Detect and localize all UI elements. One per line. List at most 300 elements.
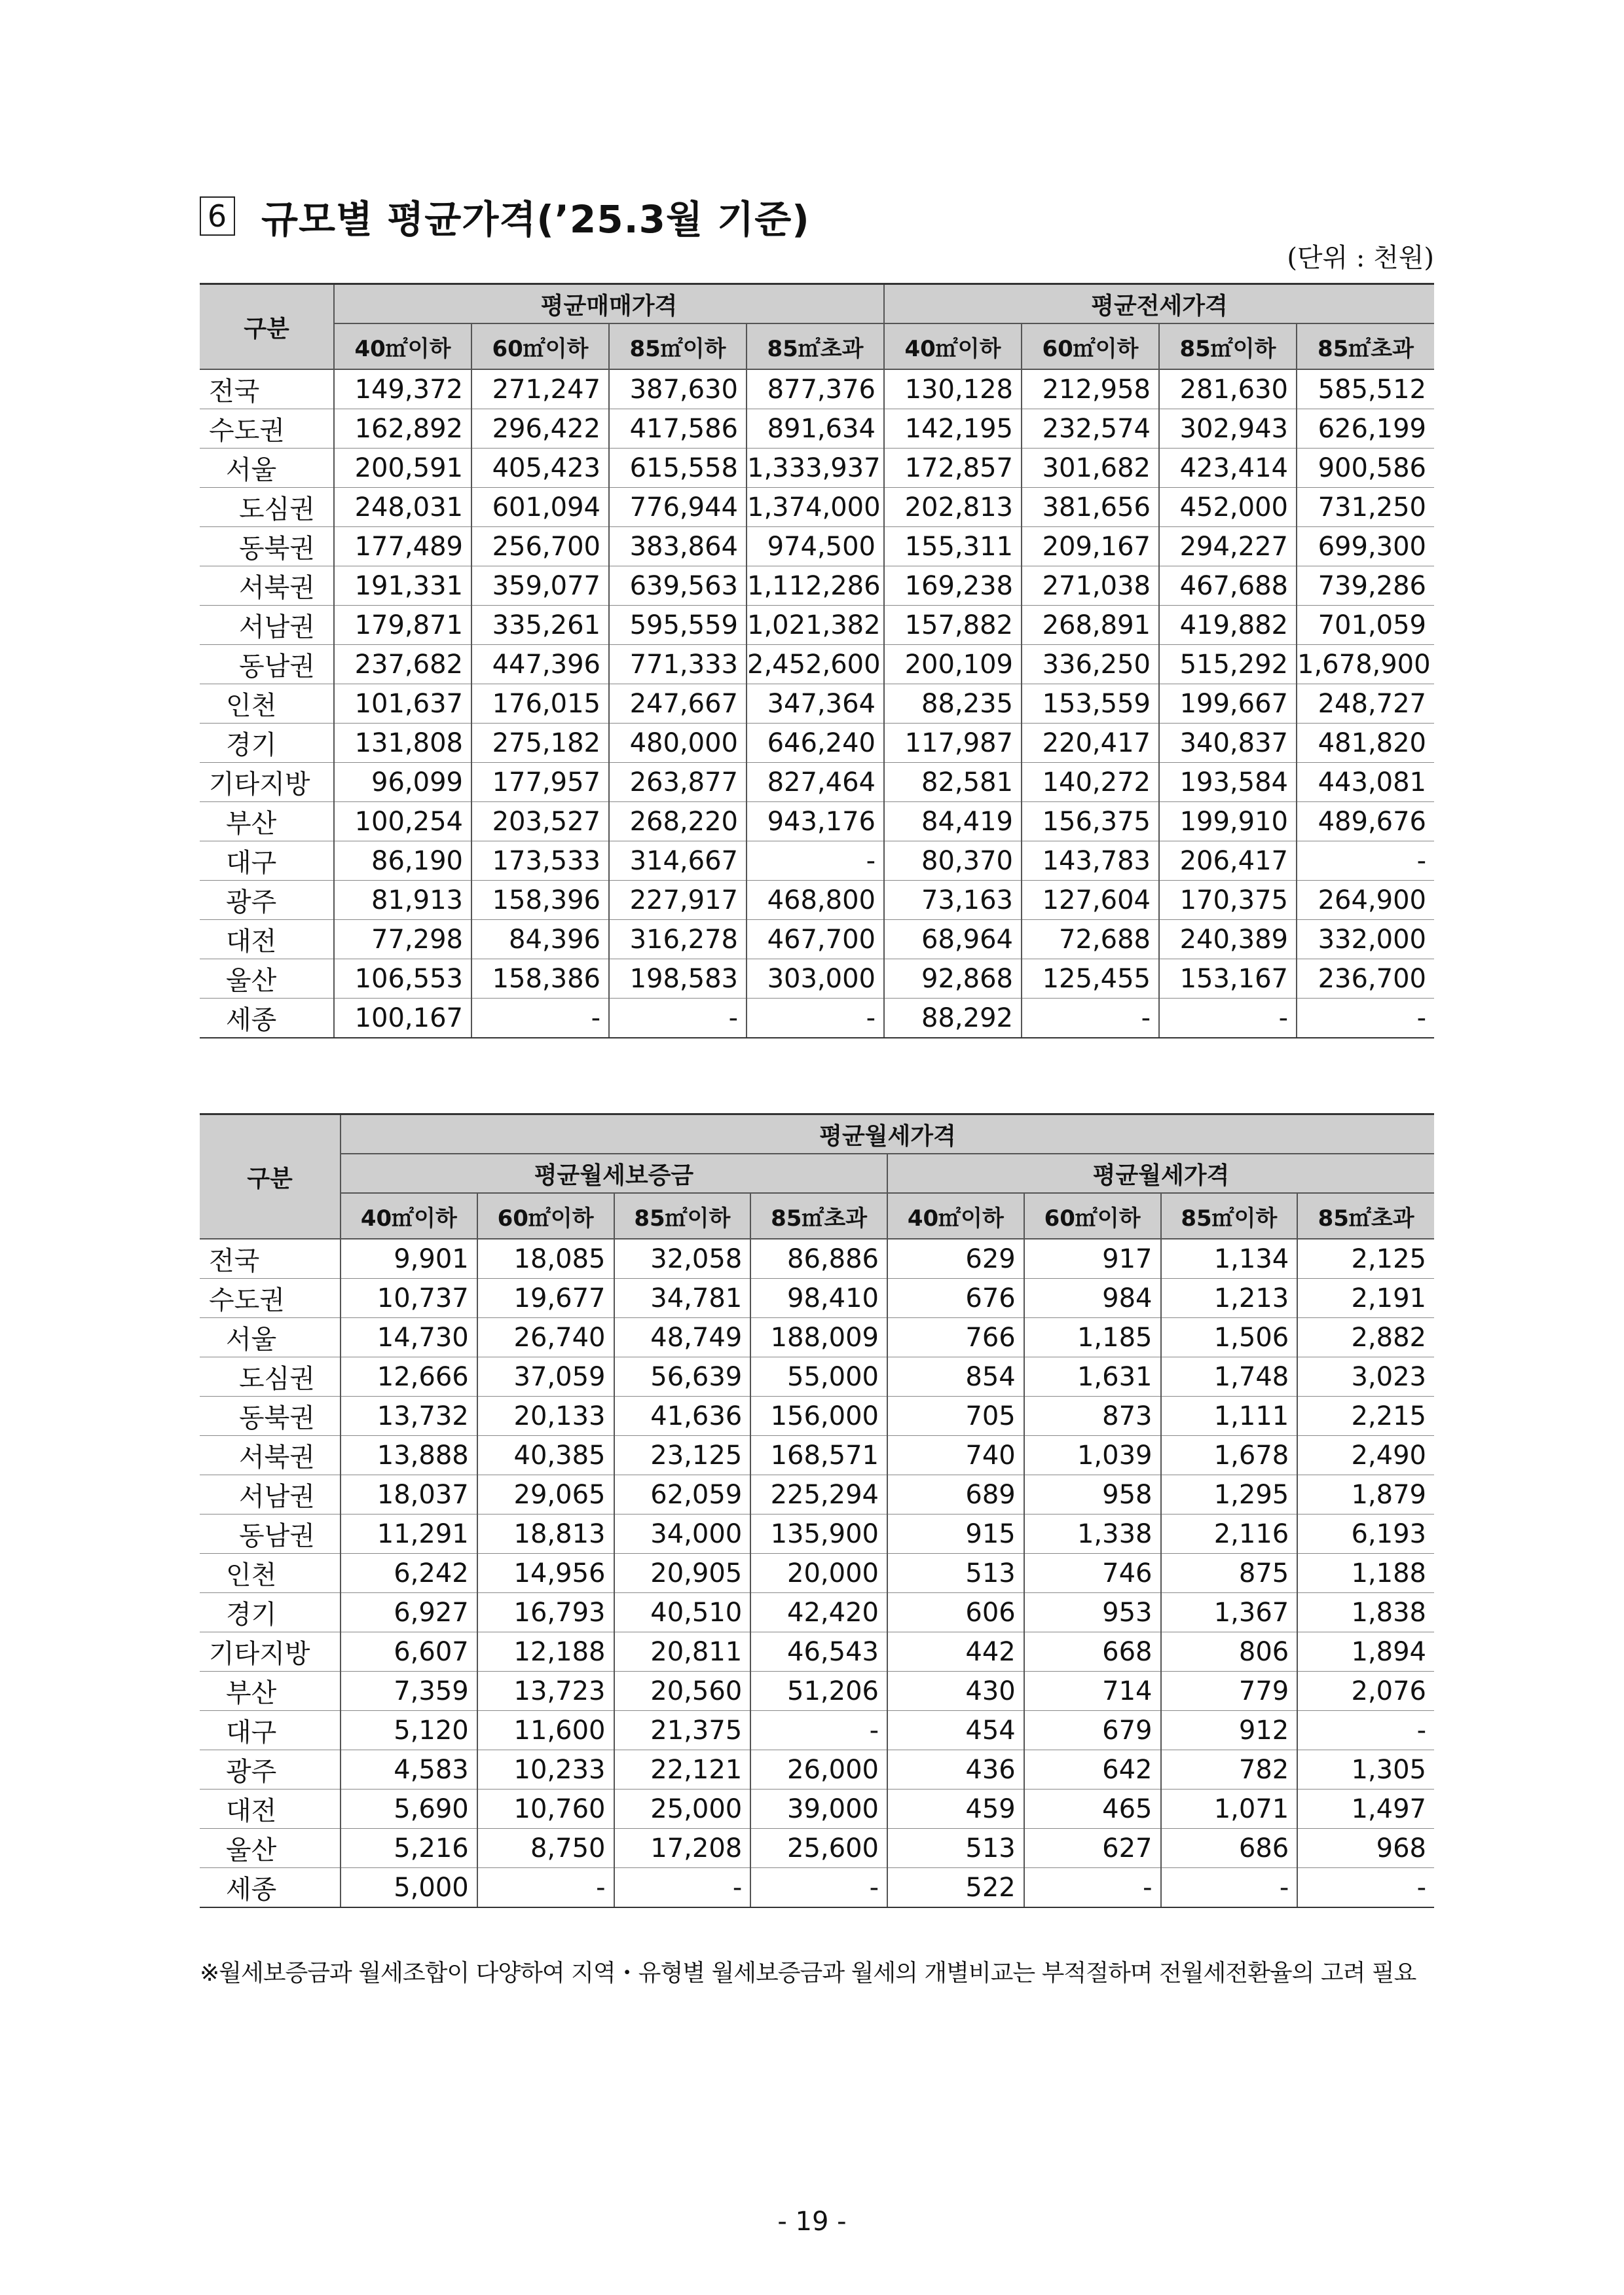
value-cell: 10,760 bbox=[477, 1790, 614, 1829]
value-cell: 92,868 bbox=[884, 959, 1022, 999]
value-cell: 13,732 bbox=[341, 1397, 477, 1436]
value-cell: 20,905 bbox=[614, 1554, 751, 1593]
value-cell: 430 bbox=[887, 1672, 1024, 1711]
value-cell: 20,000 bbox=[750, 1554, 887, 1593]
value-cell: 5,120 bbox=[341, 1711, 477, 1750]
value-cell: 135,900 bbox=[750, 1515, 887, 1554]
region-label: 울산 bbox=[200, 959, 334, 999]
table-row bbox=[200, 724, 1434, 763]
sale-jeonse-price-table bbox=[200, 283, 1434, 1038]
value-cell: 1,071 bbox=[1161, 1790, 1298, 1829]
value-cell: 149,372 bbox=[334, 369, 471, 409]
value-cell: 25,000 bbox=[614, 1790, 751, 1829]
region-label: 세종 bbox=[200, 1868, 341, 1908]
value-cell: 232,574 bbox=[1022, 409, 1159, 449]
region-label: 인천 bbox=[200, 1554, 341, 1593]
value-cell: 294,227 bbox=[1159, 527, 1297, 566]
unit-note: (단위 : 천원) bbox=[1287, 243, 1434, 273]
value-cell: 62,059 bbox=[614, 1475, 751, 1515]
value-cell: 48,749 bbox=[614, 1318, 751, 1357]
group-header-deposit: 평균월세보증금 bbox=[341, 1154, 887, 1193]
value-cell: - bbox=[1022, 999, 1159, 1038]
value-cell: 915 bbox=[887, 1515, 1024, 1554]
value-cell: 467,688 bbox=[1159, 566, 1297, 606]
value-cell: 236,700 bbox=[1297, 959, 1434, 999]
value-cell: 5,690 bbox=[341, 1790, 477, 1829]
value-cell: - bbox=[1297, 999, 1434, 1038]
value-cell: 14,730 bbox=[341, 1318, 477, 1357]
table-row bbox=[200, 1632, 1434, 1672]
value-cell: 271,038 bbox=[1022, 566, 1159, 606]
value-cell: 77,298 bbox=[334, 920, 471, 959]
value-cell: 1,374,000 bbox=[747, 488, 884, 527]
value-cell: 459 bbox=[887, 1790, 1024, 1829]
value-cell: 383,864 bbox=[609, 527, 747, 566]
value-cell: 34,781 bbox=[614, 1279, 751, 1318]
size-header: 60㎡이하 bbox=[1024, 1193, 1161, 1239]
value-cell: 199,910 bbox=[1159, 802, 1297, 841]
value-cell: 1,021,382 bbox=[747, 606, 884, 645]
value-cell: 417,586 bbox=[609, 409, 747, 449]
region-label: 서남권 bbox=[200, 1475, 341, 1515]
value-cell: 776,944 bbox=[609, 488, 747, 527]
table-row bbox=[200, 802, 1434, 841]
region-label: 대전 bbox=[200, 1790, 341, 1829]
value-cell: 84,396 bbox=[471, 920, 609, 959]
value-cell: 1,305 bbox=[1297, 1750, 1434, 1790]
value-cell: - bbox=[1297, 1868, 1434, 1908]
value-cell: 2,076 bbox=[1297, 1672, 1434, 1711]
value-cell: 731,250 bbox=[1297, 488, 1434, 527]
value-cell: 42,420 bbox=[750, 1593, 887, 1632]
value-cell: 142,195 bbox=[884, 409, 1022, 449]
value-cell: 73,163 bbox=[884, 881, 1022, 920]
value-cell: 515,292 bbox=[1159, 645, 1297, 684]
value-cell: 3,023 bbox=[1297, 1357, 1434, 1397]
value-cell: 80,370 bbox=[884, 841, 1022, 881]
table-row bbox=[200, 527, 1434, 566]
value-cell: 5,216 bbox=[341, 1829, 477, 1868]
table-row bbox=[200, 369, 1434, 409]
value-cell: 5,000 bbox=[341, 1868, 477, 1908]
region-label: 기타지방 bbox=[200, 1632, 341, 1672]
table-row bbox=[200, 1397, 1434, 1436]
table-row bbox=[200, 1554, 1434, 1593]
value-cell: 1,631 bbox=[1024, 1357, 1161, 1397]
region-label: 부산 bbox=[200, 802, 334, 841]
value-cell: 177,489 bbox=[334, 527, 471, 566]
region-label: 수도권 bbox=[200, 409, 334, 449]
value-cell: 237,682 bbox=[334, 645, 471, 684]
value-cell: 447,396 bbox=[471, 645, 609, 684]
value-cell: 37,059 bbox=[477, 1357, 614, 1397]
value-cell: 443,081 bbox=[1297, 763, 1434, 802]
value-cell: 153,167 bbox=[1159, 959, 1297, 999]
value-cell: 873 bbox=[1024, 1397, 1161, 1436]
value-cell: 585,512 bbox=[1297, 369, 1434, 409]
value-cell: 26,000 bbox=[750, 1750, 887, 1790]
value-cell: 854 bbox=[887, 1357, 1024, 1397]
table-row bbox=[200, 1318, 1434, 1357]
region-label: 동남권 bbox=[200, 645, 334, 684]
value-cell: 332,000 bbox=[1297, 920, 1434, 959]
region-label: 인천 bbox=[200, 684, 334, 724]
value-cell: 771,333 bbox=[609, 645, 747, 684]
value-cell: 481,820 bbox=[1297, 724, 1434, 763]
value-cell: 686 bbox=[1161, 1829, 1298, 1868]
value-cell: - bbox=[614, 1868, 751, 1908]
value-cell: 26,740 bbox=[477, 1318, 614, 1357]
value-cell: 296,422 bbox=[471, 409, 609, 449]
value-cell: 82,581 bbox=[884, 763, 1022, 802]
value-cell: 595,559 bbox=[609, 606, 747, 645]
value-cell: 875 bbox=[1161, 1554, 1298, 1593]
value-cell: 281,630 bbox=[1159, 369, 1297, 409]
value-cell: 117,987 bbox=[884, 724, 1022, 763]
value-cell: 1,894 bbox=[1297, 1632, 1434, 1672]
value-cell: 689 bbox=[887, 1475, 1024, 1515]
stub-header: 구분 bbox=[200, 1114, 341, 1239]
value-cell: 974,500 bbox=[747, 527, 884, 566]
size-header: 85㎡초과 bbox=[750, 1193, 887, 1239]
table-row bbox=[200, 606, 1434, 645]
value-cell: 271,247 bbox=[471, 369, 609, 409]
value-cell: 81,913 bbox=[334, 881, 471, 920]
value-cell: 18,085 bbox=[477, 1239, 614, 1279]
value-cell: 256,700 bbox=[471, 527, 609, 566]
value-cell: 268,220 bbox=[609, 802, 747, 841]
value-cell: 200,591 bbox=[334, 449, 471, 488]
value-cell: 247,667 bbox=[609, 684, 747, 724]
value-cell: 480,000 bbox=[609, 724, 747, 763]
value-cell: 1,185 bbox=[1024, 1318, 1161, 1357]
value-cell: 18,813 bbox=[477, 1515, 614, 1554]
value-cell: 1,213 bbox=[1161, 1279, 1298, 1318]
size-header: 40㎡이하 bbox=[334, 323, 471, 369]
value-cell: 627 bbox=[1024, 1829, 1161, 1868]
value-cell: 452,000 bbox=[1159, 488, 1297, 527]
value-cell: 29,065 bbox=[477, 1475, 614, 1515]
value-cell: 199,667 bbox=[1159, 684, 1297, 724]
value-cell: 23,125 bbox=[614, 1436, 751, 1475]
region-label: 광주 bbox=[200, 881, 334, 920]
region-label: 대구 bbox=[200, 841, 334, 881]
value-cell: 359,077 bbox=[471, 566, 609, 606]
region-label: 서북권 bbox=[200, 1436, 341, 1475]
value-cell: 2,191 bbox=[1297, 1279, 1434, 1318]
value-cell: - bbox=[477, 1868, 614, 1908]
value-cell: 387,630 bbox=[609, 369, 747, 409]
value-cell: 88,292 bbox=[884, 999, 1022, 1038]
table-row bbox=[200, 1750, 1434, 1790]
value-cell: 405,423 bbox=[471, 449, 609, 488]
table-row bbox=[200, 881, 1434, 920]
value-cell: 746 bbox=[1024, 1554, 1161, 1593]
size-header: 40㎡이하 bbox=[884, 323, 1022, 369]
value-cell: 41,636 bbox=[614, 1397, 751, 1436]
region-label: 세종 bbox=[200, 999, 334, 1038]
value-cell: 806 bbox=[1161, 1632, 1298, 1672]
top-header-monthly-rent: 평균월세가격 bbox=[341, 1114, 1434, 1154]
table-row bbox=[200, 684, 1434, 724]
region-label: 대전 bbox=[200, 920, 334, 959]
region-label: 도심권 bbox=[200, 488, 334, 527]
value-cell: 739,286 bbox=[1297, 566, 1434, 606]
value-cell: 227,917 bbox=[609, 881, 747, 920]
value-cell: 1,497 bbox=[1297, 1790, 1434, 1829]
table-row bbox=[200, 1593, 1434, 1632]
value-cell: - bbox=[750, 1868, 887, 1908]
value-cell: 248,031 bbox=[334, 488, 471, 527]
region-label: 기타지방 bbox=[200, 763, 334, 802]
table-row bbox=[200, 645, 1434, 684]
value-cell: - bbox=[609, 999, 747, 1038]
table-row bbox=[200, 1829, 1434, 1868]
value-cell: 72,688 bbox=[1022, 920, 1159, 959]
page-number: - 19 - bbox=[777, 2207, 847, 2237]
region-label: 서남권 bbox=[200, 606, 334, 645]
section-title: 규모별 평균가격(’25.3월 기준) bbox=[261, 197, 810, 242]
region-label: 서북권 bbox=[200, 566, 334, 606]
table-row bbox=[200, 959, 1434, 999]
table-row bbox=[200, 841, 1434, 881]
value-cell: 12,188 bbox=[477, 1632, 614, 1672]
value-cell: 34,000 bbox=[614, 1515, 751, 1554]
value-cell: 68,964 bbox=[884, 920, 1022, 959]
value-cell: 86,190 bbox=[334, 841, 471, 881]
value-cell: 13,723 bbox=[477, 1672, 614, 1711]
value-cell: 6,193 bbox=[1297, 1515, 1434, 1554]
value-cell: 206,417 bbox=[1159, 841, 1297, 881]
table-row bbox=[200, 1868, 1434, 1908]
value-cell: 699,300 bbox=[1297, 527, 1434, 566]
value-cell: 1,506 bbox=[1161, 1318, 1298, 1357]
table-row bbox=[200, 566, 1434, 606]
value-cell: - bbox=[747, 841, 884, 881]
value-cell: 629 bbox=[887, 1239, 1024, 1279]
value-cell: - bbox=[750, 1711, 887, 1750]
table-row bbox=[200, 1436, 1434, 1475]
size-header: 85㎡이하 bbox=[609, 323, 747, 369]
size-header: 60㎡이하 bbox=[1022, 323, 1159, 369]
value-cell: 1,748 bbox=[1161, 1357, 1298, 1397]
region-label: 서울 bbox=[200, 449, 334, 488]
value-cell: - bbox=[1159, 999, 1297, 1038]
value-cell: 779 bbox=[1161, 1672, 1298, 1711]
value-cell: 601,094 bbox=[471, 488, 609, 527]
value-cell: 381,656 bbox=[1022, 488, 1159, 527]
value-cell: 240,389 bbox=[1159, 920, 1297, 959]
value-cell: 1,879 bbox=[1297, 1475, 1434, 1515]
region-label: 전국 bbox=[200, 369, 334, 409]
table-row bbox=[200, 999, 1434, 1038]
value-cell: 782 bbox=[1161, 1750, 1298, 1790]
region-label: 동북권 bbox=[200, 1397, 341, 1436]
value-cell: 100,167 bbox=[334, 999, 471, 1038]
value-cell: 25,600 bbox=[750, 1829, 887, 1868]
region-label: 대구 bbox=[200, 1711, 341, 1750]
value-cell: 40,385 bbox=[477, 1436, 614, 1475]
value-cell: 912 bbox=[1161, 1711, 1298, 1750]
value-cell: 191,331 bbox=[334, 566, 471, 606]
value-cell: 51,206 bbox=[750, 1672, 887, 1711]
value-cell: 958 bbox=[1024, 1475, 1161, 1515]
value-cell: 454 bbox=[887, 1711, 1024, 1750]
value-cell: 827,464 bbox=[747, 763, 884, 802]
value-cell: 442 bbox=[887, 1632, 1024, 1672]
value-cell: 12,666 bbox=[341, 1357, 477, 1397]
value-cell: 86,886 bbox=[750, 1239, 887, 1279]
value-cell: 423,414 bbox=[1159, 449, 1297, 488]
value-cell: 436 bbox=[887, 1750, 1024, 1790]
value-cell: - bbox=[747, 999, 884, 1038]
table-row bbox=[200, 1515, 1434, 1554]
monthly-rent-price-table bbox=[200, 1113, 1434, 1908]
value-cell: 303,000 bbox=[747, 959, 884, 999]
value-cell: 314,667 bbox=[609, 841, 747, 881]
value-cell: 766 bbox=[887, 1318, 1024, 1357]
value-cell: 4,583 bbox=[341, 1750, 477, 1790]
value-cell: 639,563 bbox=[609, 566, 747, 606]
region-label: 전국 bbox=[200, 1239, 341, 1279]
value-cell: 248,727 bbox=[1297, 684, 1434, 724]
value-cell: 225,294 bbox=[750, 1475, 887, 1515]
value-cell: 170,375 bbox=[1159, 881, 1297, 920]
size-header: 85㎡이하 bbox=[614, 1193, 751, 1239]
table-row bbox=[200, 1239, 1434, 1279]
value-cell: - bbox=[1024, 1868, 1161, 1908]
value-cell: 140,272 bbox=[1022, 763, 1159, 802]
value-cell: 22,121 bbox=[614, 1750, 751, 1790]
value-cell: 2,882 bbox=[1297, 1318, 1434, 1357]
table-row bbox=[200, 449, 1434, 488]
table-row bbox=[200, 920, 1434, 959]
value-cell: 168,571 bbox=[750, 1436, 887, 1475]
value-cell: 522 bbox=[887, 1868, 1024, 1908]
value-cell: 489,676 bbox=[1297, 802, 1434, 841]
value-cell: 179,871 bbox=[334, 606, 471, 645]
value-cell: 1,338 bbox=[1024, 1515, 1161, 1554]
value-cell: 943,176 bbox=[747, 802, 884, 841]
table-row bbox=[200, 1790, 1434, 1829]
value-cell: 1,111 bbox=[1161, 1397, 1298, 1436]
value-cell: 465 bbox=[1024, 1790, 1161, 1829]
value-cell: 714 bbox=[1024, 1672, 1161, 1711]
value-cell: 705 bbox=[887, 1397, 1024, 1436]
value-cell: 220,417 bbox=[1022, 724, 1159, 763]
value-cell: 900,586 bbox=[1297, 449, 1434, 488]
value-cell: 202,813 bbox=[884, 488, 1022, 527]
value-cell: 172,857 bbox=[884, 449, 1022, 488]
table-row bbox=[200, 1475, 1434, 1515]
value-cell: 679 bbox=[1024, 1711, 1161, 1750]
value-cell: 467,700 bbox=[747, 920, 884, 959]
table-row bbox=[200, 1357, 1434, 1397]
value-cell: 10,737 bbox=[341, 1279, 477, 1318]
value-cell: 917 bbox=[1024, 1239, 1161, 1279]
value-cell: 2,215 bbox=[1297, 1397, 1434, 1436]
value-cell: 153,559 bbox=[1022, 684, 1159, 724]
value-cell: - bbox=[1297, 841, 1434, 881]
value-cell: 212,958 bbox=[1022, 369, 1159, 409]
size-header: 40㎡이하 bbox=[341, 1193, 477, 1239]
value-cell: 340,837 bbox=[1159, 724, 1297, 763]
value-cell: 513 bbox=[887, 1829, 1024, 1868]
size-header: 85㎡이하 bbox=[1159, 323, 1297, 369]
value-cell: 173,533 bbox=[471, 841, 609, 881]
region-label: 수도권 bbox=[200, 1279, 341, 1318]
group-header-sale: 평균매매가격 bbox=[334, 284, 884, 324]
value-cell: 98,410 bbox=[750, 1279, 887, 1318]
value-cell: 209,167 bbox=[1022, 527, 1159, 566]
value-cell: 20,560 bbox=[614, 1672, 751, 1711]
value-cell: 130,128 bbox=[884, 369, 1022, 409]
region-label: 도심권 bbox=[200, 1357, 341, 1397]
value-cell: 1,333,937 bbox=[747, 449, 884, 488]
size-header: 85㎡초과 bbox=[1297, 323, 1434, 369]
region-label: 동남권 bbox=[200, 1515, 341, 1554]
value-cell: 162,892 bbox=[334, 409, 471, 449]
value-cell: 127,604 bbox=[1022, 881, 1159, 920]
value-cell: 513 bbox=[887, 1554, 1024, 1593]
value-cell: 56,639 bbox=[614, 1357, 751, 1397]
value-cell: - bbox=[1297, 1711, 1434, 1750]
value-cell: 264,900 bbox=[1297, 881, 1434, 920]
value-cell: 11,600 bbox=[477, 1711, 614, 1750]
stub-header: 구분 bbox=[200, 284, 334, 370]
size-header: 60㎡이하 bbox=[471, 323, 609, 369]
value-cell: 984 bbox=[1024, 1279, 1161, 1318]
value-cell: 84,419 bbox=[884, 802, 1022, 841]
group-header-monthly: 평균월세가격 bbox=[887, 1154, 1434, 1193]
value-cell: 158,396 bbox=[471, 881, 609, 920]
value-cell: 968 bbox=[1297, 1829, 1434, 1868]
value-cell: 335,261 bbox=[471, 606, 609, 645]
region-label: 서울 bbox=[200, 1318, 341, 1357]
value-cell: 2,125 bbox=[1297, 1239, 1434, 1279]
value-cell: 16,793 bbox=[477, 1593, 614, 1632]
value-cell: 891,634 bbox=[747, 409, 884, 449]
value-cell: 268,891 bbox=[1022, 606, 1159, 645]
value-cell: 263,877 bbox=[609, 763, 747, 802]
value-cell: 1,838 bbox=[1297, 1593, 1434, 1632]
value-cell: 156,375 bbox=[1022, 802, 1159, 841]
value-cell: 6,242 bbox=[341, 1554, 477, 1593]
value-cell: 1,039 bbox=[1024, 1436, 1161, 1475]
value-cell: 19,677 bbox=[477, 1279, 614, 1318]
value-cell: 606 bbox=[887, 1593, 1024, 1632]
value-cell: - bbox=[471, 999, 609, 1038]
value-cell: 301,682 bbox=[1022, 449, 1159, 488]
value-cell: 96,099 bbox=[334, 763, 471, 802]
value-cell: 177,957 bbox=[471, 763, 609, 802]
value-cell: 468,800 bbox=[747, 881, 884, 920]
value-cell: 32,058 bbox=[614, 1239, 751, 1279]
value-cell: 668 bbox=[1024, 1632, 1161, 1672]
group-header-jeonse: 평균전세가격 bbox=[884, 284, 1434, 324]
value-cell: 188,009 bbox=[750, 1318, 887, 1357]
size-header: 85㎡초과 bbox=[747, 323, 884, 369]
value-cell: 10,233 bbox=[477, 1750, 614, 1790]
value-cell: 419,882 bbox=[1159, 606, 1297, 645]
value-cell: 88,235 bbox=[884, 684, 1022, 724]
value-cell: 8,750 bbox=[477, 1829, 614, 1868]
page-title bbox=[200, 189, 810, 244]
value-cell: 106,553 bbox=[334, 959, 471, 999]
value-cell: 740 bbox=[887, 1436, 1024, 1475]
value-cell: 193,584 bbox=[1159, 763, 1297, 802]
value-cell: 676 bbox=[887, 1279, 1024, 1318]
